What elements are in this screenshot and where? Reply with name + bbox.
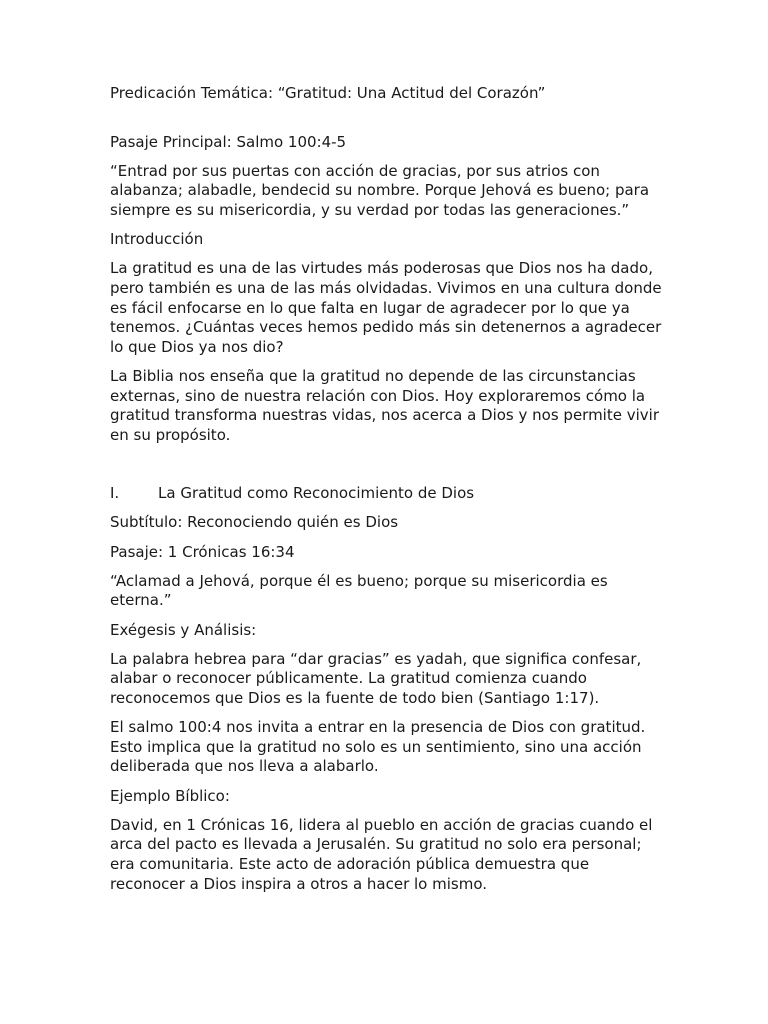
intro-paragraph: La gratitud es una de las virtudes más poderosas que Dios nos ha dado, pero también es una de las más olvidadas. Vivimos en una cultura donde es fácil enfocarse en lo que falta en lugar de agradecer por lo que ya tenemos. ¿Cuántas veces hemos pedido más sin detenernos a agradecer lo que Dios ya nos dio? xyxy=(110,259,662,356)
section-number: I. xyxy=(110,484,120,503)
section-subtitle: Subtítulo: Reconociendo quién es Dios xyxy=(110,513,399,532)
document-title: Predicación Temática: “Gratitud: Una Actitud del Corazón” xyxy=(110,84,546,102)
main-passage-label: Pasaje Principal: Salmo 100:4-5 xyxy=(110,132,347,151)
intro-paragraph: La Biblia nos enseña que la gratitud no depende de las circunstancias externas, sino de nuestra relación con Dios. Hoy exploraremos cómo la gratitud transforma nuestras vidas, nos acerca a Dios y nos permite vivir en su propósito. xyxy=(110,366,659,444)
exegesis-paragraph: El salmo 100:4 nos invita a entrar en la presencia de Dios con gratitud. Esto implica que la gratitud no solo es un sentimiento, sino una acción deliberada que nos lleva a alabarlo. xyxy=(110,718,646,776)
section-passage: Pasaje: 1 Crónicas 16:34 xyxy=(110,542,295,561)
exegesis-paragraph: La palabra hebrea para “dar gracias” es yadah, que significa confesar, alabar o reconocer públicamente. La gratitud comienza cuando reconocemos que Dios es la fuente de todo bien (Santiago 1:17). xyxy=(110,649,642,707)
section-heading xyxy=(110,484,662,504)
intro-heading: Introducción xyxy=(110,230,204,249)
section-quote: “Aclamad a Jehová, porque él es bueno; porque su misericordia es eterna.” xyxy=(110,571,608,610)
section-title: La Gratitud como Reconocimiento de Dios xyxy=(158,484,475,503)
exegesis-heading: Exégesis y Análisis: xyxy=(110,620,257,639)
main-passage-quote: “Entrad por sus puertas con acción de gracias, por sus atrios con alabanza; alabadle, bendecid su nombre. Porque Jehová es bueno; para siempre es su misericordia, y su verdad por todas las generaciones.” xyxy=(110,161,650,219)
example-paragraph: David, en 1 Crónicas 16, lidera al pueblo en acción de gracias cuando el arca del pacto es llevada a Jerusalén. Su gratitud no solo era personal; era comunitaria. Este acto de adoración pública demuestra que reconocer a Dios inspira a otros a hacer lo mismo. xyxy=(110,815,653,893)
example-heading: Ejemplo Bíblico: xyxy=(110,786,230,805)
document-body xyxy=(110,84,662,904)
